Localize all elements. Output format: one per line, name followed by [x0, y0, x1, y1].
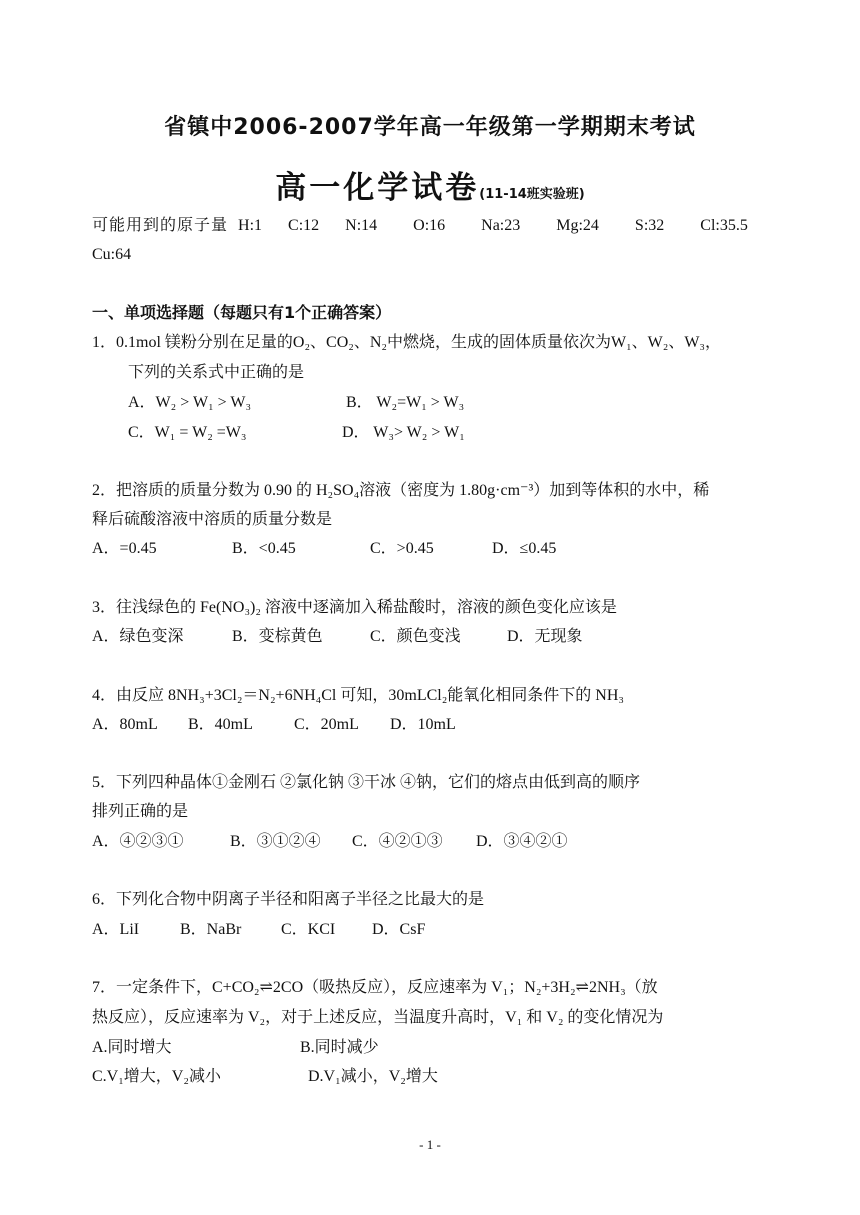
q3-option-d: D．无现象 — [507, 628, 583, 645]
q5-option-c: C．④②①③ — [352, 833, 443, 850]
exam-title-main: 高一化学试卷 — [275, 170, 480, 206]
atomic-masses-label: 可能用到的原子量 — [92, 217, 229, 234]
q2-option-a: A．=0.45 — [92, 540, 157, 557]
mass-s: S:32 — [634, 217, 665, 234]
mass-h: H:1 — [238, 217, 263, 234]
mass-cu: Cu:64 — [92, 246, 132, 263]
q6-option-a: A．LiI — [92, 921, 140, 938]
q2-option-d: D．≤0.45 — [492, 540, 557, 557]
q7-option-a: A.同时增大 — [92, 1039, 172, 1056]
q7-option-b: B.同时减少 — [300, 1039, 379, 1056]
q7-option-c: C.V₁增大，V₂减小 — [92, 1068, 221, 1085]
q1-stem-line1: 1．0.1mol 镁粉分别在足量的O₂、CO₂、N₂中燃烧，生成的固体质量依次为W₁、W₂、W₃， — [92, 334, 722, 351]
mass-n: N:14 — [345, 217, 378, 234]
mass-o: O:16 — [413, 217, 446, 234]
q6-option-c: C．KCI — [281, 921, 336, 938]
q2-option-c: C．>0.45 — [370, 540, 434, 557]
q4-option-c: C．20mL — [294, 716, 359, 733]
q5-stem-line1: 5．下列四种晶体①金刚石 ②氯化钠 ③干冰 ④钠，它们的熔点由低到高的顺序 — [92, 774, 641, 791]
q7-option-d: D.V₁减小，V₂增大 — [308, 1068, 438, 1085]
q5-option-d: D．③④②① — [476, 833, 568, 850]
q4-option-a: A．80mL — [92, 716, 158, 733]
exam-title — [0, 162, 860, 207]
school-title: 省镇中2006-2007学年高一年级第一学期期末考试 — [164, 115, 696, 140]
q2-option-b: B．<0.45 — [232, 540, 296, 557]
q3-option-b: B．变棕黄色 — [232, 628, 323, 645]
q7-stem-line2: 热反应），反应速率为 V₂，对于上述反应，当温度升高时，V₁ 和 V₂ 的变化情况为 — [92, 1009, 664, 1026]
page-number: - 1 - — [419, 1137, 441, 1152]
atomic-masses-line — [92, 216, 748, 236]
q3-option-a: A．绿色变深 — [92, 628, 184, 645]
q2-stem-line1: 2．把溶质的质量分数为 0.90 的 H₂SO₄溶液（密度为 1.80g·cm⁻³）加到等体积的水中，稀 — [92, 482, 710, 499]
q1-option-a: A．W₂ > W₁ > W₃ — [128, 394, 252, 411]
q1-stem-line2: 下列的关系式中正确的是 — [128, 364, 305, 381]
q5-option-a: A．④②③① — [92, 833, 184, 850]
q5-option-b: B．③①②④ — [230, 833, 321, 850]
q4-option-b: B．40mL — [188, 716, 253, 733]
q3-stem: 3．往浅绿色的 Fe(NO₃)₂ 溶液中逐滴加入稀盐酸时，溶液的颜色变化应该是 — [92, 599, 617, 616]
mass-c: C:12 — [288, 217, 320, 234]
q7-stem-line1: 7．一定条件下，C+CO₂⇌2CO（吸热反应），反应速率为 V₁；N₂+3H₂⇌2NH₃（放 — [92, 979, 658, 996]
section-heading: 一、单项选择题（每题只有1个正确答案） — [92, 303, 392, 322]
q4-stem: 4．由反应 8NH₃+3Cl₂＝N₂+6NH₄Cl 可知，30mLCl₂能氧化相同条件下的 NH₃ — [92, 687, 624, 704]
q6-stem: 6．下列化合物中阴离子半径和阳离子半径之比最大的是 — [92, 891, 485, 908]
q5-stem-line2: 排列正确的是 — [92, 803, 189, 820]
mass-cl: Cl:35.5 — [700, 217, 748, 234]
q4-option-d: D．10mL — [390, 716, 456, 733]
mass-na: Na:23 — [481, 217, 521, 234]
q2-stem-line2: 释后硫酸溶液中溶质的质量分数是 — [92, 511, 333, 528]
q1-option-d: D． W₃> W₂ > W₁ — [342, 424, 465, 441]
q1-option-c: C．W₁ = W₂ =W₃ — [128, 424, 247, 441]
q6-option-d: D．CsF — [372, 921, 426, 938]
q6-option-b: B．NaBr — [180, 921, 242, 938]
q1-option-b: B． W₂=W₁ > W₃ — [346, 394, 465, 411]
exam-title-sub: (11-14班实验班) — [479, 187, 585, 202]
mass-mg: Mg:24 — [556, 217, 599, 234]
q3-option-c: C．颜色变浅 — [370, 628, 461, 645]
